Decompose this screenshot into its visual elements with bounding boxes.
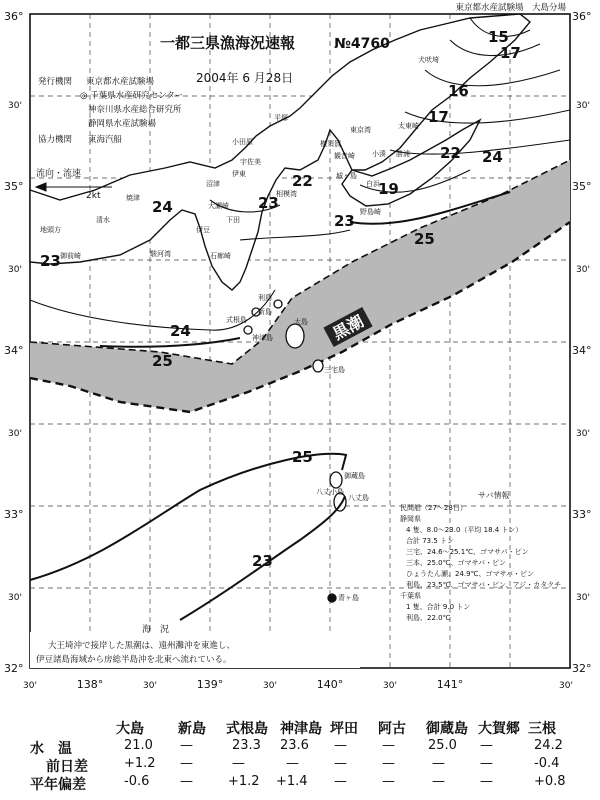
lon-label: 141° — [436, 678, 464, 691]
isotherm-label: 24 — [152, 198, 173, 216]
table-column-header: 新島 — [178, 721, 206, 737]
issuer-1: 東京都水産試験場 — [86, 77, 155, 87]
lon-label: 138° — [76, 678, 104, 691]
lat-label: 30' — [576, 429, 590, 439]
issue-number: №4760 — [334, 36, 390, 52]
place-label: 相模湾 — [276, 190, 297, 198]
place-label: 大瀬崎 — [208, 202, 229, 210]
issuer-label: 発行機関 — [38, 77, 73, 87]
table-cell: — — [180, 774, 193, 789]
table-cell: 21.0 — [124, 738, 153, 753]
isotherm-label: 24 — [482, 148, 503, 166]
place-label: 沼津 — [206, 180, 220, 188]
place-label: 神津島 — [252, 334, 273, 342]
lat-label: 30' — [8, 429, 22, 439]
top-right-credit: 東京都水産試験場 大島分場 — [455, 3, 566, 13]
place-label: 犬吠埼 — [418, 56, 439, 64]
place-label: 青ヶ島 — [338, 594, 359, 602]
sea-condition-line-1: 大王埼沖で接岸した黒潮は、遠州灘沖を東進し、 — [48, 641, 236, 651]
table-cell: +1.4 — [276, 774, 308, 789]
table-row-label: 水 温 — [30, 741, 72, 757]
lon-label: 140° — [316, 678, 344, 691]
issuer-3: 神奈川県水産総合研究所 — [88, 105, 182, 115]
isotherm-label: 23 — [252, 552, 273, 570]
toshima-island — [274, 300, 282, 308]
table-cell: — — [432, 756, 445, 771]
coop-label: 協力機関 — [38, 135, 73, 145]
lat-label: 32° — [4, 662, 24, 675]
table-cell: +1.2 — [228, 774, 260, 789]
issuer-2: ◎ 千葉県水産研究センター — [80, 91, 184, 101]
current-legend-label: 流向・流速 — [36, 169, 82, 179]
lat-label: 34° — [4, 344, 24, 357]
issuer-4: 静岡県水産試験場 — [88, 119, 157, 129]
place-label: 清水 — [96, 216, 110, 224]
mackerel-line: 民間船（27～28日） — [400, 504, 467, 512]
table-row-label: 前日差 — [46, 759, 88, 775]
lat-label: 33° — [572, 508, 592, 521]
place-label: 横須賀 — [320, 140, 341, 148]
isotherm-label: 25 — [292, 448, 313, 466]
place-label: 平塚 — [274, 114, 288, 122]
place-label: 勝浦 — [396, 150, 410, 158]
table-cell: +0.8 — [534, 774, 566, 789]
isotherm-label: 15 — [488, 28, 509, 46]
lat-label: 35° — [572, 180, 592, 193]
table-cell: — — [432, 774, 445, 789]
lat-label: 30' — [576, 593, 590, 603]
table-cell: — — [334, 738, 347, 753]
lat-label: 33° — [4, 508, 24, 521]
lon-label: 30' — [383, 681, 397, 691]
table-cell: — — [480, 756, 493, 771]
lat-label: 34° — [572, 344, 592, 357]
lon-label: 30' — [263, 681, 277, 691]
table-column-header: 御蔵島 — [426, 721, 468, 737]
place-label: 御蔵島 — [344, 472, 365, 480]
mackerel-line: 合計 73.5 トン — [406, 537, 455, 545]
isotherm-label: 17 — [500, 44, 521, 62]
table-cell: 24.2 — [534, 738, 563, 753]
isotherm-label: 24 — [170, 322, 191, 340]
place-label: 新島 — [258, 308, 272, 316]
isotherm-label: 16 — [448, 82, 469, 100]
isotherm-label: 23 — [258, 194, 279, 212]
lon-label: 30' — [559, 681, 573, 691]
isotherm-label: 23 — [334, 212, 355, 230]
table-cell: 25.0 — [428, 738, 457, 753]
mackerel-line: 4 隻、8.0～23.0（平均 18.4 トン） — [406, 526, 523, 534]
place-label: 小田原 — [232, 138, 253, 146]
place-label: 東京湾 — [350, 126, 371, 134]
lat-label: 35° — [4, 180, 24, 193]
kozushima-island — [244, 326, 252, 334]
place-label: 下田 — [226, 216, 240, 224]
place-label: 焼津 — [126, 194, 140, 202]
water-temperature-table — [0, 712, 600, 800]
isotherm-label: 22 — [292, 172, 313, 190]
mackerel-line: 利島、22.0℃ — [406, 614, 451, 622]
longitude-labels — [23, 678, 573, 691]
current-legend-scale: 2kt — [86, 191, 101, 201]
isotherm-label: 23 — [40, 252, 61, 270]
table-row-label: 平年偏差 — [30, 777, 86, 793]
place-label: 三宅島 — [324, 366, 345, 374]
table-cell: — — [286, 756, 299, 771]
place-label: 御前崎 — [60, 252, 81, 260]
table-cell: — — [180, 756, 193, 771]
table-cell: 23.3 — [232, 738, 261, 753]
isotherm-label: 25 — [152, 352, 173, 370]
place-label: 城ヶ島 — [336, 172, 357, 180]
table-cell: 23.6 — [280, 738, 309, 753]
lat-label: 32° — [572, 662, 592, 675]
place-label: 小湊 — [372, 150, 386, 158]
mackerel-line: 三宅、24.6～25.1℃、ゴマサバ・ピン — [406, 548, 529, 556]
place-label: 地頭方 — [40, 226, 61, 234]
latitude-labels-right — [572, 10, 592, 675]
lat-label: 30' — [576, 101, 590, 111]
aogashima-island — [328, 594, 336, 602]
table-cell: — — [334, 774, 347, 789]
place-label: 伊東 — [232, 170, 246, 178]
place-label: 伊豆 — [196, 226, 210, 234]
sea-condition-title: 海 況 — [142, 625, 170, 635]
miyakejima-island — [313, 360, 323, 372]
table-cell: — — [180, 738, 193, 753]
place-label: 白浜 — [366, 180, 380, 188]
svg-text:黒潮: 黒潮 — [329, 311, 367, 344]
lat-label: 30' — [8, 593, 22, 603]
table-cell: — — [382, 738, 395, 753]
table-column-header: 阿古 — [378, 721, 406, 737]
table-cell: — — [480, 738, 493, 753]
place-label: 太東崎 — [398, 122, 419, 130]
table-cell: — — [480, 774, 493, 789]
lat-label: 30' — [8, 265, 22, 275]
mikurajima-island — [330, 472, 342, 488]
table-column-header: 式根島 — [226, 721, 268, 737]
issue-date: 2004年 6 月28日 — [196, 71, 294, 85]
lat-label: 30' — [8, 101, 22, 111]
place-label: 利島 — [258, 294, 272, 302]
table-column-header: 坪田 — [330, 721, 358, 737]
mackerel-line: ひょうたん瀬、24.9℃、ゴマサバ・ピン — [406, 570, 535, 578]
sea-condition-line-2: 伊豆諸島海域から房総半島沖を北東へ流れている。 — [36, 655, 232, 665]
oshima-island — [286, 324, 304, 348]
table-cell: -0.4 — [534, 756, 560, 771]
place-label: 宇佐美 — [240, 158, 261, 166]
table-cell: — — [232, 756, 245, 771]
table-cell: — — [382, 774, 395, 789]
table-cell: -0.6 — [124, 774, 150, 789]
lon-label: 139° — [196, 678, 224, 691]
mackerel-line: 利島、23.5℃、ゴマサバ・ピン、アジ・カタクチ — [406, 581, 562, 589]
place-label: 八丈島 — [348, 494, 369, 502]
bulletin-title: 一都三県漁海況速報 — [160, 34, 296, 52]
place-label: 観音崎 — [334, 152, 355, 160]
isotherm-label: 19 — [378, 180, 399, 198]
table-cell: — — [334, 756, 347, 771]
mackerel-title: サバ情報 — [478, 491, 510, 500]
isotherm-label: 25 — [414, 230, 435, 248]
lat-label: 36° — [4, 10, 24, 23]
table-cell: — — [382, 756, 395, 771]
lon-label: 30' — [23, 681, 37, 691]
lon-label: 30' — [143, 681, 157, 691]
isotherm-label: 22 — [440, 144, 461, 162]
table-column-header: 大賀郷 — [478, 721, 520, 737]
place-label: 駿河湾 — [150, 250, 171, 258]
mackerel-line: 1 隻、合計 9.0 トン — [406, 603, 471, 611]
place-label: 大島 — [294, 318, 308, 326]
lat-label: 36° — [572, 10, 592, 23]
isotherm-label: 17 — [428, 108, 449, 126]
lat-label: 30' — [576, 265, 590, 275]
table-column-header: 大島 — [116, 721, 144, 737]
place-label: 野島崎 — [360, 208, 381, 216]
latitude-labels-left — [4, 10, 24, 675]
place-label: 式根島 — [226, 316, 247, 324]
place-label: 八丈小島 — [316, 488, 344, 496]
mackerel-line: 千葉県 — [400, 592, 421, 600]
mackerel-line: 静岡県 — [400, 515, 421, 523]
mackerel-line: 三本、25.0℃、ゴマサバ・ピン — [406, 559, 507, 567]
table-column-header: 三根 — [528, 721, 556, 737]
place-label: 石廊崎 — [210, 252, 231, 260]
coop-name: 東海汽船 — [88, 135, 123, 145]
table-column-header: 神津島 — [280, 721, 322, 737]
table-cell: +1.2 — [124, 756, 156, 771]
